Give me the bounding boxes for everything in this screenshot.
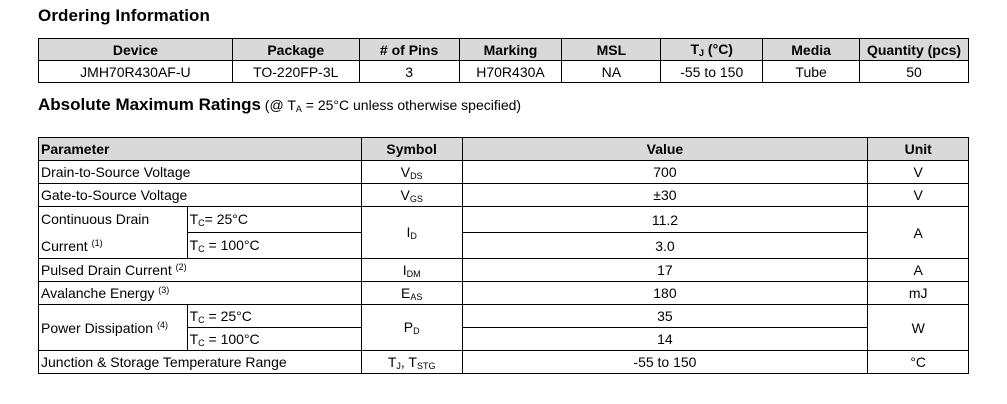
sym-tj: $T_J$, $T_{STG}$ [361, 351, 462, 374]
unit-vds: V [868, 161, 969, 184]
sym-vds: $V_{DS}$ [361, 161, 462, 184]
value-pd-100: 14 [462, 328, 868, 351]
cell-msl: NA [562, 61, 661, 83]
cell-quantity: 50 [860, 61, 969, 83]
value-vgs: ±30 [462, 184, 868, 207]
col-tj: $T_J$ (°C) [661, 39, 763, 61]
ordering-header-row [39, 39, 969, 61]
param-eas: Avalanche Energy $^{(3)}$ [39, 282, 362, 305]
table-row [39, 61, 969, 83]
col-unit: Unit [868, 138, 969, 161]
unit-vgs: V [868, 184, 969, 207]
param-vds: Drain-to-Source Voltage [39, 161, 362, 184]
param-vgs: Gate-to-Source Voltage [39, 184, 362, 207]
table-row [39, 184, 969, 207]
col-quantity: Quantity (pcs) [860, 39, 969, 61]
ordering-title: Ordering Information [38, 6, 210, 25]
col-media: Media [763, 39, 860, 61]
table-row [39, 305, 969, 328]
param-id: Continuous Drain Current $^{(1)}$ [39, 207, 188, 259]
ratings-title: Absolute Maximum Ratings (@ $T_A = 25^\circ C$ unless otherwise specified) [38, 95, 522, 114]
table-row [39, 259, 969, 282]
sym-eas: $E_{AS}$ [361, 282, 462, 305]
col-value: Value [462, 138, 868, 161]
table-row [39, 207, 969, 233]
value-pd-25: 35 [462, 305, 868, 328]
ordering-table [38, 38, 969, 83]
sym-pd: $P_D$ [361, 305, 462, 351]
value-vds: 700 [462, 161, 868, 184]
param-tj: Junction & Storage Temperature Range [39, 351, 362, 374]
value-id-25: 11.2 [462, 207, 868, 233]
cond-id-25: $T_C= 25^\circ C$ [187, 207, 361, 233]
param-pd: Power Dissipation $^{(4)}$ [39, 305, 188, 351]
table-row [39, 351, 969, 374]
col-parameter: Parameter [39, 138, 362, 161]
cell-marking: H70R430A [459, 61, 562, 83]
sym-idm: $I_{DM}$ [361, 259, 462, 282]
cond-id-100: $T_C = 100^\circ C$ [187, 233, 361, 259]
unit-tj: °C [868, 351, 969, 374]
cond-pd-100: $T_C = 100^\circ C$ [187, 328, 361, 351]
value-id-100: 3.0 [462, 233, 868, 259]
ratings-table [38, 137, 969, 374]
cell-device: JMH70R430AF-U [39, 61, 233, 83]
cond-pd-25: $T_C = 25^\circ C$ [187, 305, 361, 328]
cell-pins: 3 [359, 61, 459, 83]
cell-package: TO-220FP-3L [232, 61, 359, 83]
table-row [39, 161, 969, 184]
table-row [39, 282, 969, 305]
param-idm: Pulsed Drain Current $^{(2)}$ [39, 259, 362, 282]
value-tj: -55 to 150 [462, 351, 868, 374]
sym-id: $I_D$ [361, 207, 462, 259]
cell-media: Tube [763, 61, 860, 83]
col-symbol: Symbol [361, 138, 462, 161]
col-package: Package [232, 39, 359, 61]
col-msl: MSL [562, 39, 661, 61]
ratings-header-row [39, 138, 969, 161]
value-eas: 180 [462, 282, 868, 305]
cell-tj: -55 to 150 [661, 61, 763, 83]
col-marking: Marking [459, 39, 562, 61]
unit-id: A [868, 207, 969, 259]
value-idm: 17 [462, 259, 868, 282]
unit-eas: mJ [868, 282, 969, 305]
unit-pd: W [868, 305, 969, 351]
col-device: Device [39, 39, 233, 61]
ratings-note: (@ $T_A = 25^\circ C$ unless otherwise specified) [260, 97, 522, 114]
col-pins: # of Pins [359, 39, 459, 61]
unit-idm: A [868, 259, 969, 282]
sym-vgs: $V_{GS}$ [361, 184, 462, 207]
